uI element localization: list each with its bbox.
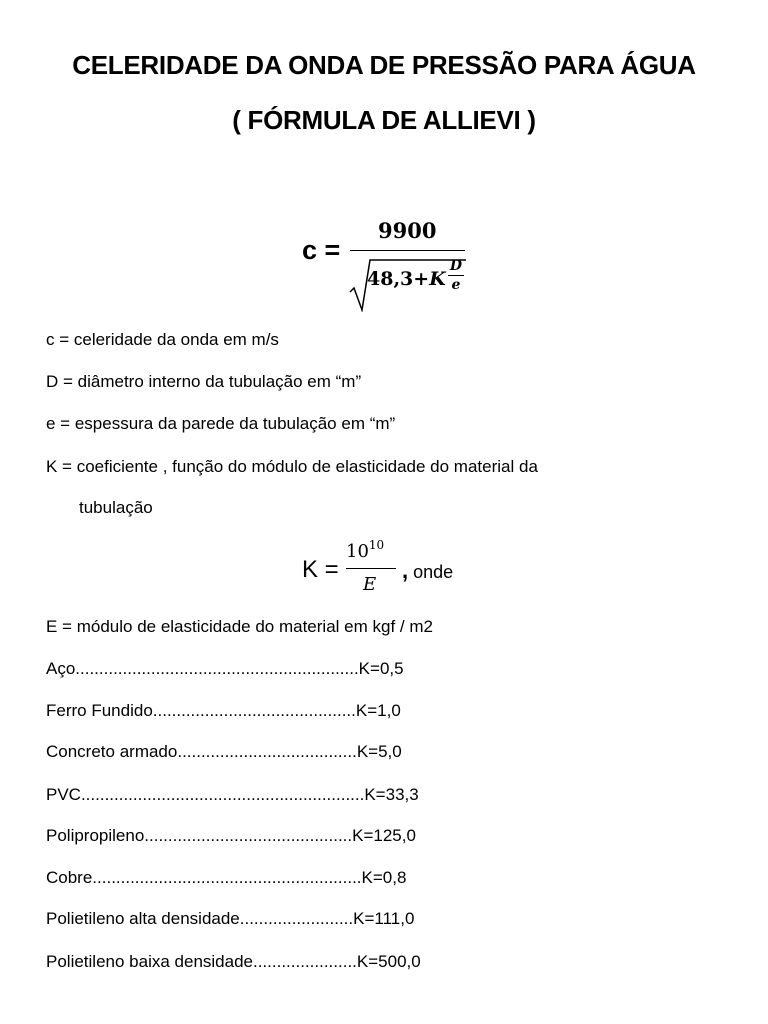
document-subtitle: ( FÓRMULA DE ALLIEVI ) bbox=[232, 105, 536, 135]
material-item: Cobre.........................................................K=0,8 bbox=[46, 868, 407, 887]
k-formula-denominator: E bbox=[363, 574, 377, 595]
k-formula bbox=[300, 536, 500, 606]
k-fraction-bar bbox=[346, 568, 396, 569]
material-item: PVC............................................................K=33,3 bbox=[46, 785, 419, 804]
definition-k: K = coeficiente , função do módulo de elasticidade do material da bbox=[46, 457, 538, 476]
definition-c: c = celeridade da onda em m/s bbox=[46, 330, 279, 349]
material-item: Polietileno alta densidade........................K=111,0 bbox=[46, 909, 415, 928]
fraction-bar-small bbox=[448, 275, 464, 276]
formula-lhs: c = bbox=[302, 235, 341, 265]
fraction-bar bbox=[350, 250, 465, 251]
material-item: Aço............................................................K=0,5 bbox=[46, 659, 404, 678]
onde-text: onde bbox=[413, 562, 454, 582]
definition-k-continued: tubulação bbox=[79, 498, 153, 517]
denominator-var: K bbox=[429, 268, 446, 290]
fraction-bottom: e bbox=[451, 277, 461, 293]
definition-modulus: E = módulo de elasticidade do material em kgf / m2 bbox=[46, 617, 433, 636]
material-item: Polietileno baixa densidade......................K=500,0 bbox=[46, 952, 421, 971]
material-item: Concreto armado......................................K=5,0 bbox=[46, 742, 402, 761]
material-item: Polipropileno............................................K=125,0 bbox=[46, 826, 416, 845]
d-over-e-fraction bbox=[448, 258, 464, 293]
k-formula-suffix: , onde bbox=[402, 558, 454, 583]
allievi-formula bbox=[300, 218, 490, 313]
numerator-base: 10 bbox=[346, 541, 369, 562]
formula-numerator: 9900 bbox=[378, 218, 437, 243]
k-formula-lhs: K = bbox=[302, 556, 339, 583]
numerator-exponent: 10 bbox=[368, 538, 385, 552]
k-formula-numerator bbox=[346, 538, 384, 562]
denominator-prefix: 48,3+ bbox=[367, 268, 430, 290]
material-item: Ferro Fundido...........................................K=1,0 bbox=[46, 701, 401, 720]
definition-d: D = diâmetro interno da tubulação em “m” bbox=[46, 372, 362, 391]
formula-denominator bbox=[367, 268, 446, 290]
fraction-top: D bbox=[449, 258, 463, 274]
definition-e: e = espessura da parede da tubulação em “m” bbox=[46, 414, 396, 433]
document-title: CELERIDADE DA ONDA DE PRESSÃO PARA ÁGUA bbox=[72, 50, 696, 80]
